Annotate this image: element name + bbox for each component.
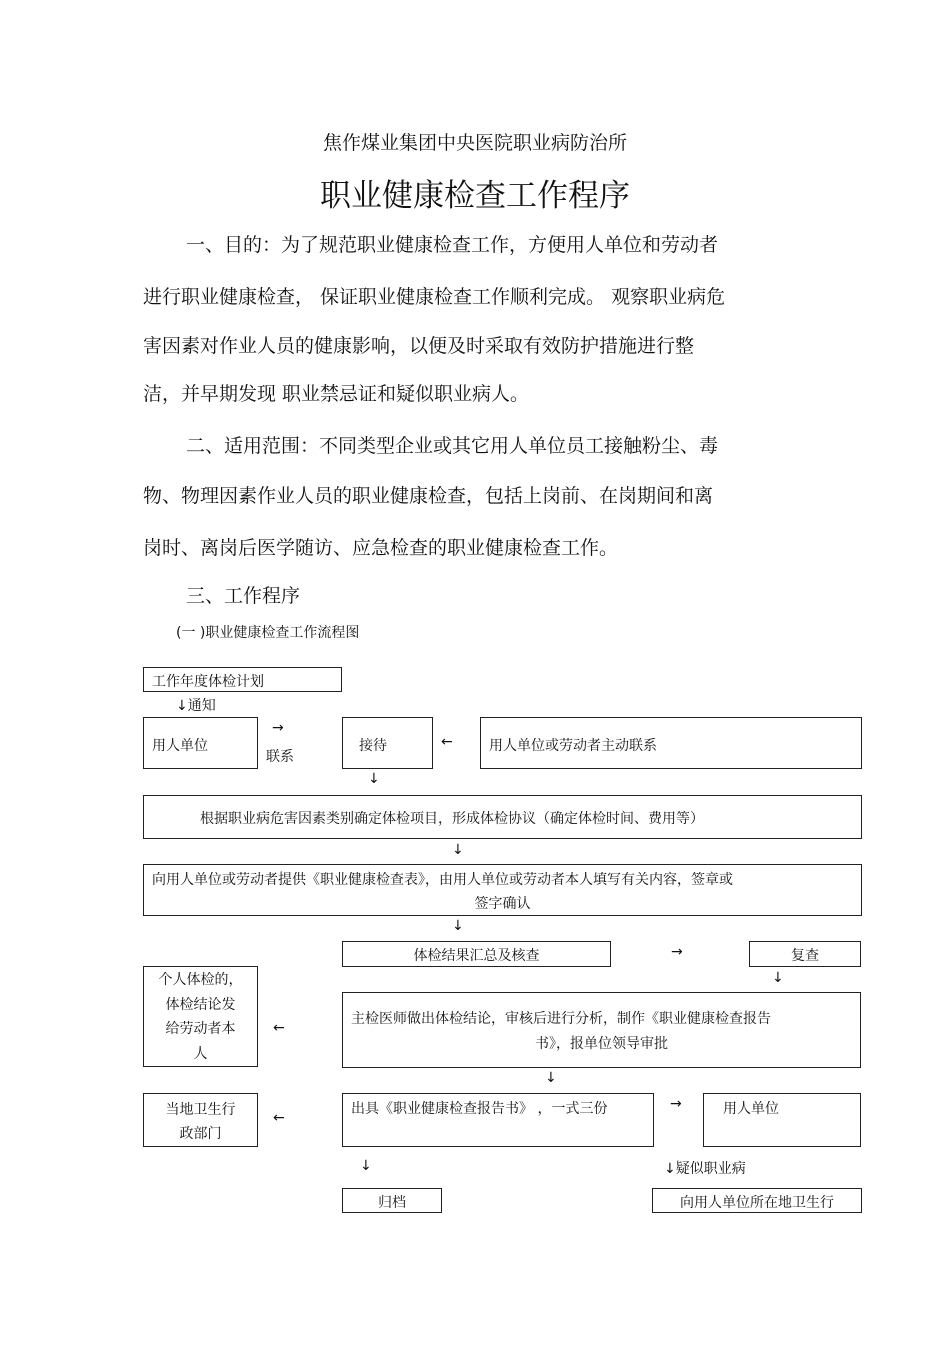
health-dept-box (143, 1093, 258, 1147)
employer-report-box (703, 1093, 861, 1147)
scope-line-1: 二、适用范围：不同类型企业或其它用人单位员工接触粉尘、毒 (186, 435, 719, 457)
left-arrow-icon: ← (273, 1110, 285, 1126)
active-contact-box (480, 717, 862, 769)
organization-name: 焦作煤业集团中央医院职业病防治所 (322, 132, 627, 154)
conclusion-line-1: 主检医师做出体检结论，审核后进行分析，制作《职业健康检查报告 (351, 1011, 771, 1027)
page-title: 职业健康检查工作程序 (320, 178, 630, 214)
individual-line-4: 人 (193, 1046, 208, 1062)
agreement-box (143, 795, 862, 839)
purpose-line-4: 洁，并早期发现 职业禁忌证和疑似职业病人。 (143, 383, 530, 405)
left-arrow-icon: ← (441, 734, 453, 750)
individual-line-1: 个人体检的， (158, 972, 243, 988)
recheck-box (749, 941, 861, 967)
suspected-label: ↓疑似职业病 (664, 1161, 746, 1177)
contact-label: 联系 (266, 749, 294, 765)
purpose-line-1: 一、目的：为了规范职业健康检查工作，方便用人单位和劳动者 (186, 234, 719, 256)
issue-report-label: 出具《职业健康检查报告书》 ，一式三份 (351, 1101, 608, 1117)
down-arrow-icon: ↓ (360, 1158, 372, 1174)
flowchart-subheading: (一 )职业健康检查工作流程图 (176, 625, 360, 641)
reception-label: 接待 (359, 738, 387, 754)
archive-label: 归档 (378, 1195, 406, 1211)
employer-label: 用人单位 (152, 738, 208, 754)
recheck-label: 复查 (791, 948, 819, 964)
summary-box (342, 941, 611, 967)
form-label-line-1: 向用人单位或劳动者提供《职业健康检查表》，由用人单位或劳动者本人填写有关内容，签章或 (152, 872, 733, 888)
left-arrow-icon: ← (273, 1020, 285, 1036)
down-arrow-icon: ↓ (452, 918, 464, 934)
form-label-line-2: 签字确认 (474, 896, 531, 912)
health-dept-line-1: 当地卫生行 (165, 1102, 236, 1118)
reception-box (342, 717, 433, 769)
plan-label: 工作年度体检计划 (152, 674, 264, 690)
issue-report-box (342, 1093, 654, 1147)
report-local-box (652, 1188, 862, 1213)
scope-line-2: 物、物理因素作业人员的职业健康检查，包括上岗前、在岗期间和离 (143, 485, 714, 507)
right-arrow-icon: → (671, 944, 683, 960)
individual-line-2: 体检结论发 (165, 997, 236, 1013)
report-local-label: 向用人单位所在地卫生行 (680, 1195, 834, 1211)
plan-box (143, 667, 342, 692)
active-contact-label: 用人单位或劳动者主动联系 (489, 738, 657, 754)
health-dept-line-2: 政部门 (179, 1126, 222, 1142)
archive-box (342, 1188, 442, 1213)
right-arrow-icon: → (272, 720, 284, 736)
down-arrow-icon: ↓ (545, 1070, 557, 1086)
down-arrow-icon: ↓ (772, 970, 784, 986)
purpose-line-3: 害因素对作业人员的健康影响，以便及时采取有效防护措施进行整 (143, 335, 695, 357)
summary-label: 体检结果汇总及核查 (413, 948, 540, 964)
scope-line-3: 岗时、离岗后医学随访、应急检查的职业健康检查工作。 (143, 537, 619, 559)
employer-box (143, 717, 258, 769)
procedure-heading: 三、工作程序 (186, 585, 301, 607)
employer-report-label: 用人单位 (723, 1101, 779, 1117)
individual-line-3: 给劳动者本 (165, 1021, 236, 1037)
conclusion-box (342, 992, 861, 1068)
conclusion-line-2: 书》，报单位领导审批 (535, 1036, 668, 1052)
notify-arrow: ↓通知 (176, 698, 216, 714)
down-arrow-icon: ↓ (452, 842, 464, 858)
down-arrow-icon: ↓ (368, 771, 380, 787)
form-box (143, 864, 862, 916)
right-arrow-icon: → (670, 1096, 682, 1112)
purpose-line-2: 进行职业健康检查， 保证职业健康检查工作顺利完成。 观察职业病危 (143, 286, 726, 308)
individual-result-box (143, 966, 258, 1067)
agreement-label: 根据职业病危害因素类别确定体检项目，形成体检协议（确定体检时间、费用等） (200, 811, 704, 827)
